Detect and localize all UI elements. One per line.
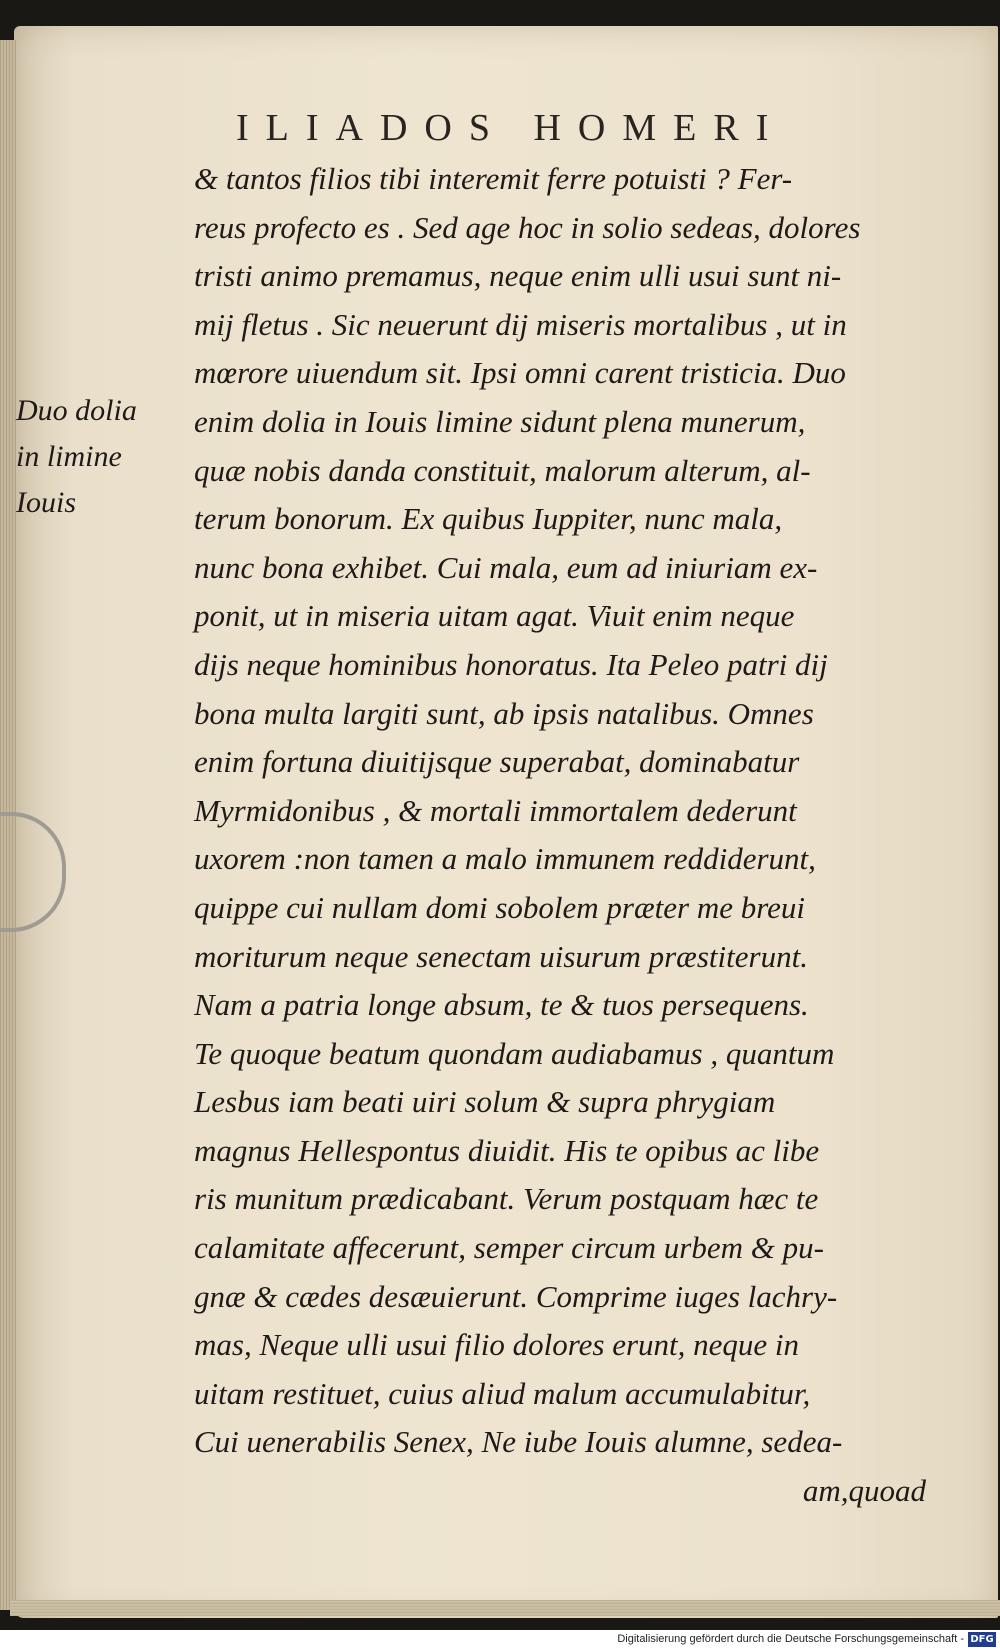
text-line: ponit, ut in miseria uitam agat. Viuit enim neque (194, 598, 795, 634)
text-line: Lesbus iam beati uiri solum & supra phrygiam (194, 1084, 776, 1120)
text-line: moriturum neque senectam uisurum præstiterunt. (194, 938, 808, 974)
text-line: dijs neque hominibus honoratus. Ita Peleo patri dij (194, 646, 828, 682)
margin-note-line: in limine (16, 440, 122, 473)
body-text (194, 155, 926, 1516)
text-line: enim fortuna diuitijsque superabat, dominabatur (194, 744, 800, 780)
margin-note-line: Iouis (16, 486, 76, 519)
text-line: mas, Neque ulli usui filio dolores erunt, neque in (194, 1327, 800, 1363)
text-line: enim dolia in Iouis limine sidunt plena munerum, (194, 403, 806, 439)
text-line: Cui uenerabilis Senex, Ne iube Iouis alumne, sedea- (194, 1424, 843, 1460)
text-line: mœrore uiuendum sit. Ipsi omni carent tristicia. Duo (194, 355, 846, 391)
catchword: am,quoad (802, 1473, 926, 1509)
text-line: magnus Hellespontus diuidit. His te opibus ac libe (194, 1132, 820, 1168)
text-line: quippe cui nullam domi sobolem præter me breui (194, 889, 806, 925)
text-line: Nam a patria longe absum, te & tuos persequens. (194, 987, 809, 1023)
text-line: bona multa largiti sunt, ab ipsis natalibus. Omnes (194, 695, 814, 731)
page-bottom-edge (10, 1600, 1000, 1616)
text-line: uitam restituet, cuius aliud malum accumulabitur, (194, 1375, 811, 1411)
text-line: gnæ & cædes desæuierunt. Comprime iuges lachry- (194, 1278, 838, 1314)
text-line: terum bonorum. Ex quibus Iuppiter, nunc mala, (194, 501, 783, 537)
footer-credit: Digitalisierung gefördert durch die Deutsche Forschungsgemeinschaft - (617, 1633, 964, 1645)
text-line: calamitate affecerunt, semper circum urbem & pu- (194, 1230, 824, 1266)
text-line: quæ nobis danda constituit, malorum alterum, al- (194, 452, 811, 488)
text-line: & tantos filios tibi interemit ferre potuisti ? Fer- (194, 161, 793, 196)
text-line: ris munitum prædicabant. Verum postquam hæc te (194, 1181, 819, 1217)
margin-note-line: Duo dolia (16, 394, 137, 427)
text-line: nunc bona exhibet. Cui mala, eum ad iniuriam ex- (194, 549, 818, 585)
text-line: uxorem :non tamen a malo immunem reddiderunt, (194, 841, 816, 877)
text-line: Myrmidonibus , & mortali immortalem dederunt (194, 792, 797, 828)
text-line: mij fletus . Sic neuerunt dij miseris mortalibus , ut in (194, 306, 847, 342)
dfg-logo: DFG (968, 1632, 996, 1647)
text-line: reus profecto es . Sed age hoc in solio sedeas, dolores (194, 209, 861, 245)
footer-bar (0, 1630, 1000, 1650)
running-header: ILIADOS HOMERI (236, 107, 786, 149)
text-line: Te quoque beatum quondam audiabamus , quantum (194, 1035, 835, 1071)
margin-note (16, 388, 166, 526)
text-line: tristi animo premamus, neque enim ulli usui sunt ni- (194, 258, 842, 294)
